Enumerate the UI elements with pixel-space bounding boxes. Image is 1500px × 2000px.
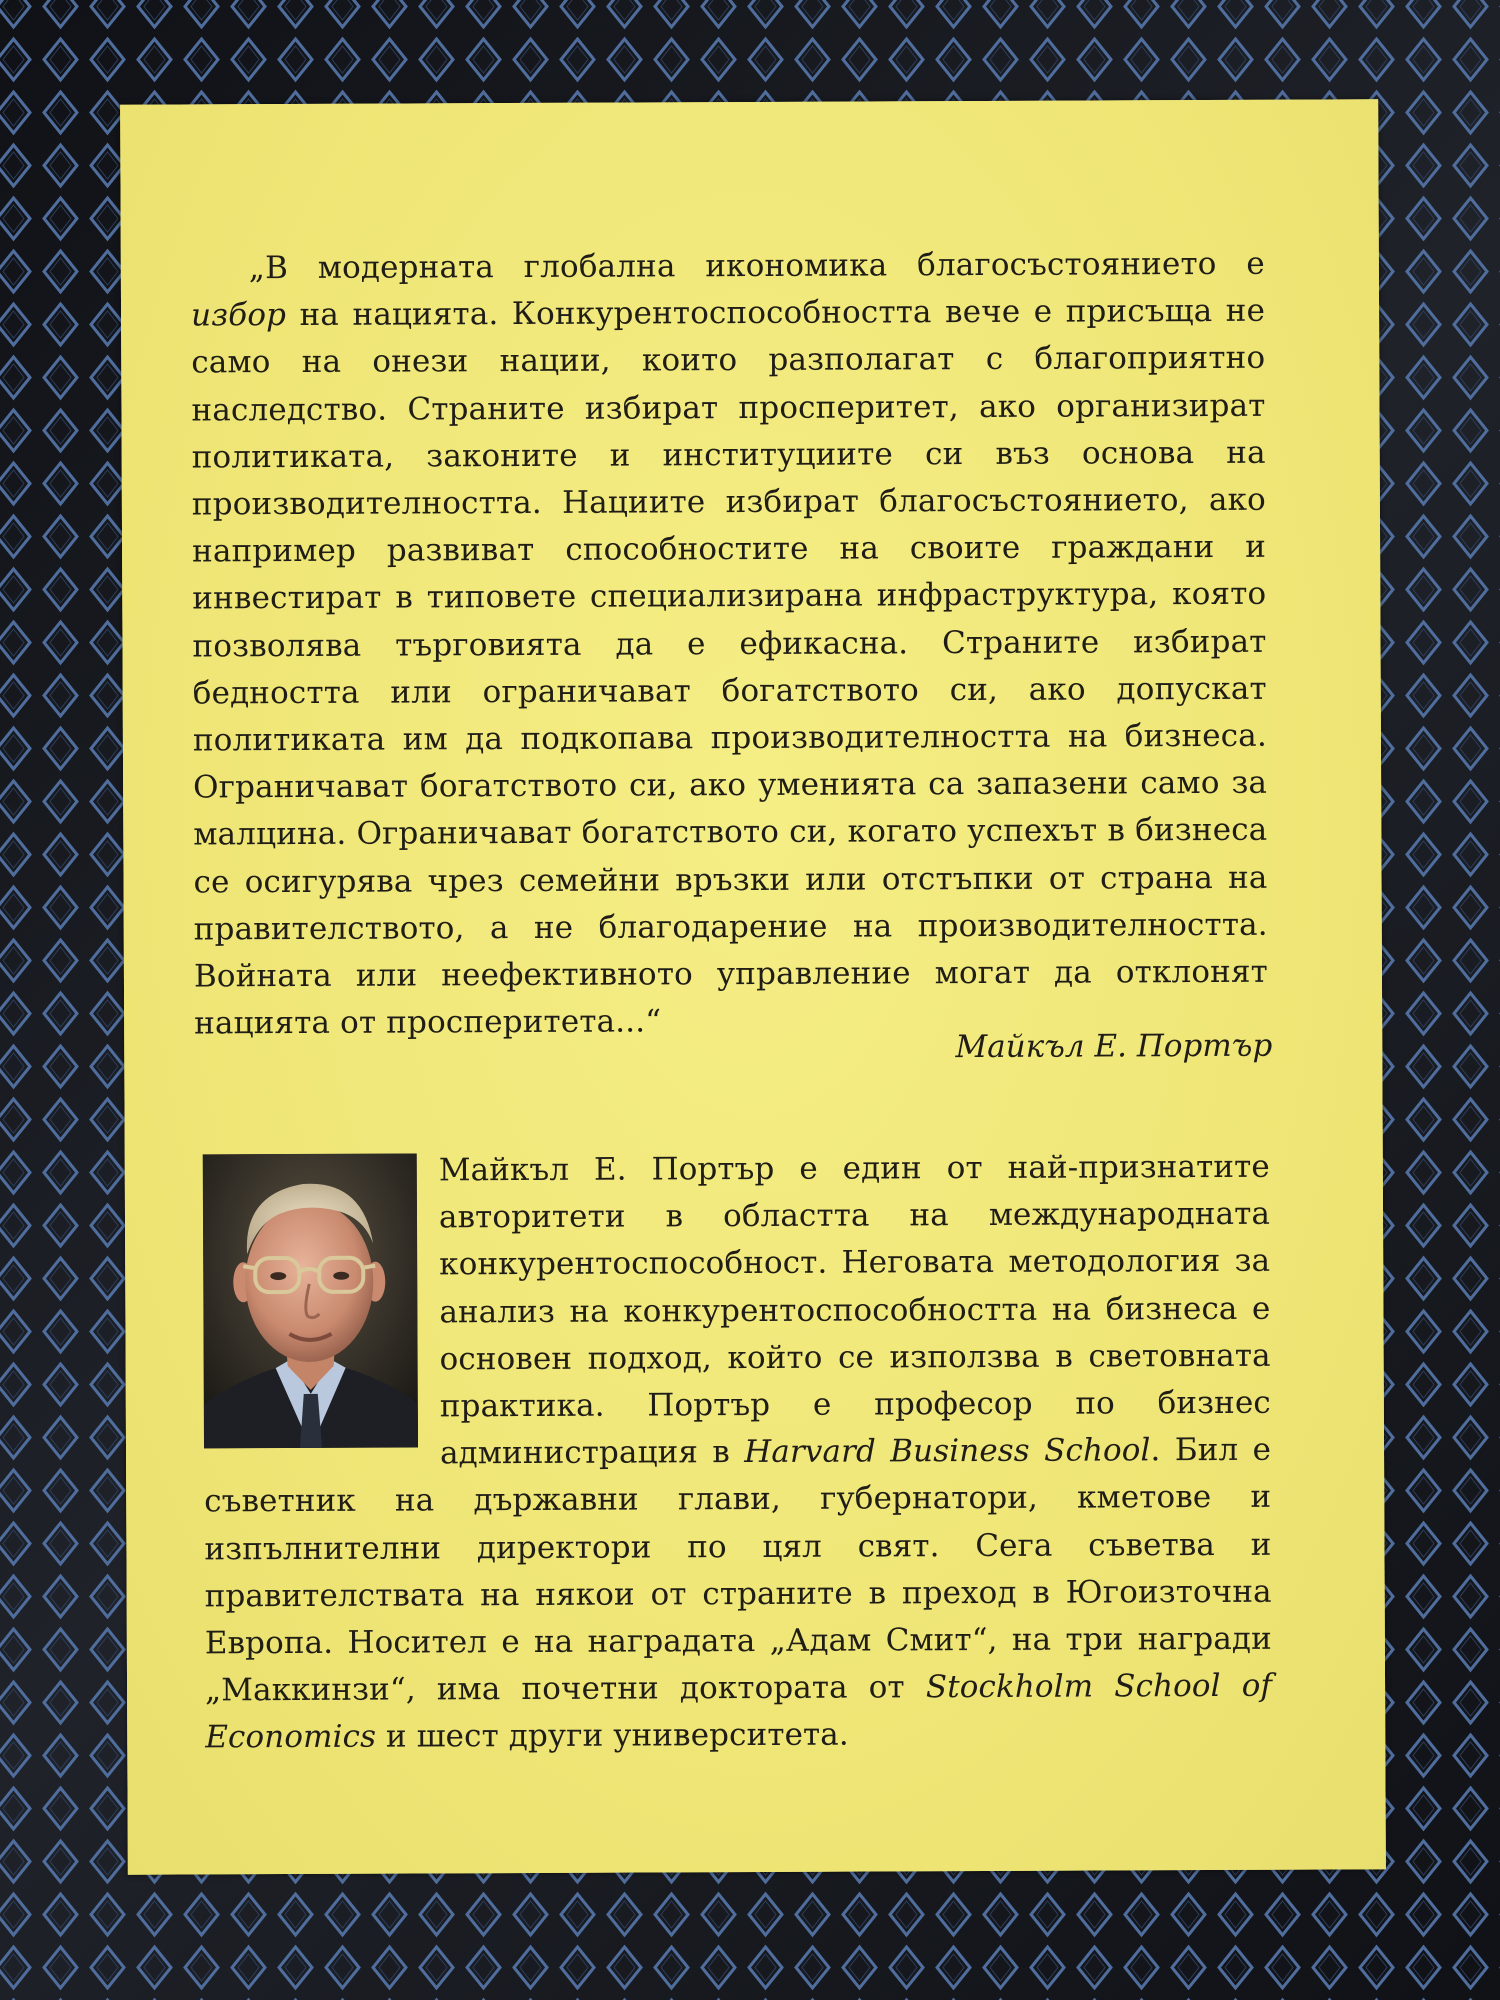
bio-text-2: . Бил е съветник на държавни глави, губернатори, кметове и изпълнителни директори по цял свят. Сега съветва и правителствата на някои от страните в преход в Югоизточна Европа. Носител е на наградата „Адам Смит“, на три награди „Маккинзи“, има почетни доктората от (204, 1431, 1272, 1709)
book-back-cover (120, 99, 1386, 1874)
bio-text-1: Майкъл Е. Портър е един от най-признатите авторитети в областта на международната конкурентоспособност. Неговата методология за анализ на конкурентоспособността на бизнеса е основен подход, който се използва в световната практика. Портър е професор по бизнес администрация в (438, 1148, 1271, 1472)
quote-author-signature: Майкъл Е. Портър (955, 1027, 1273, 1066)
quote-text-rest: на нацията. Конкурентоспособността вече е присъща не само на онези нации, които разполагат с благоприятно наследство. Страните избират просперитет, ако организират политиката, законите и институциите си въз основа на производителността. Нациите избират благосъстоянието, ако например развиват способностите на своите граждани и инвестират в типовете специализирана инфраструктура, която позволява търговията да е ефикасна. Страните избират бедността или ограничават богатството си, ако допускат политиката им да подкопава производителността на бизнеса. Ограничават богатството си, ако уменията са запазени само за малцина. Ограничават богатството си, когато успехът в бизнеса се осигурява чрез семейни връзки или отстъпки от страна на правителството, а не благодарение на производителността. Войната или неефективното управление могат да отклонят нацията от просперитета...“ (191, 292, 1269, 1042)
quote-emphasis: избор (190, 297, 287, 334)
quote-text-start: „В модерната глобална икономика благосъстоянието е (248, 245, 1265, 287)
bio-text-3: и шест други университета. (375, 1717, 849, 1756)
bio-school-stockholm: Stockholm School of Economics (205, 1667, 1273, 1756)
bio-school-harvard: Harvard Business School (744, 1432, 1151, 1471)
quote-paragraph (191, 241, 1268, 1048)
photo-space (203, 1147, 440, 1478)
author-biography (203, 1144, 1273, 1762)
